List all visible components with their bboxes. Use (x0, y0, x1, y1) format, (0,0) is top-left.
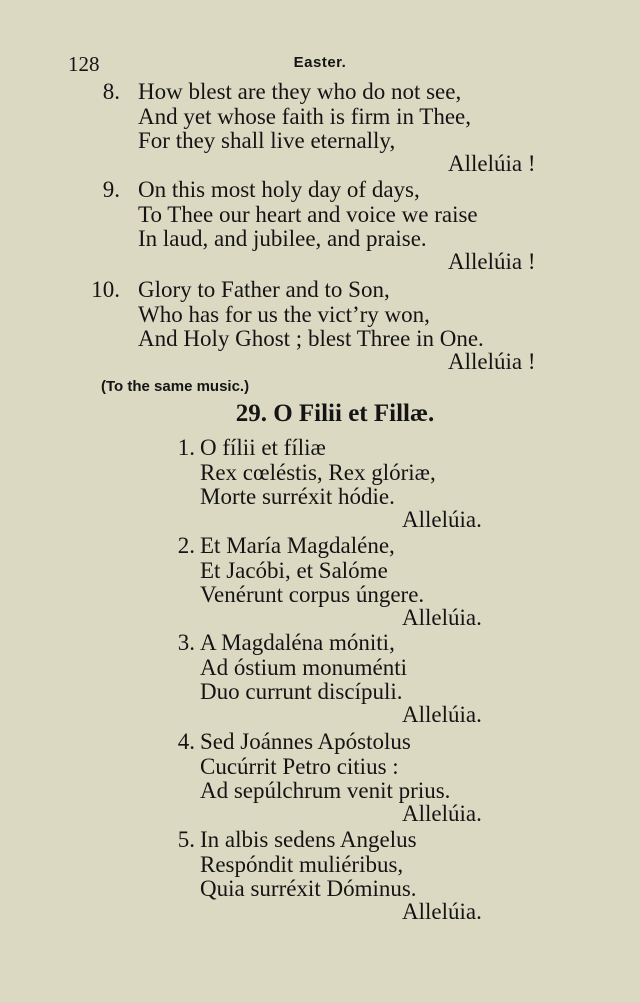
stanza-line: Duo currunt discípuli. (200, 679, 403, 704)
stanza-line: Ad óstium monuménti (200, 654, 407, 680)
refrain: Allelúia. (402, 507, 482, 532)
refrain: Allelúia ! (448, 249, 536, 274)
stanza-line: A Magdaléna móniti, (200, 630, 395, 655)
stanza-line: Respóndit muliéribus, (200, 851, 404, 877)
refrain: Allelúia ! (448, 349, 536, 374)
stanza-line: And yet whose faith is firm in Thee, (138, 103, 472, 129)
refrain: Allelúia. (402, 801, 482, 826)
stanza-line: How blest are they who do not see, (138, 79, 462, 104)
stanza-line: To Thee our heart and voice we raise (138, 201, 478, 227)
stanza-line: Et María Magdaléne, (200, 533, 395, 558)
stanza-line: Glory to Father and to Son, (138, 277, 390, 302)
stanza-number: 10. (91, 277, 120, 302)
music-note: (To the same music.) (101, 378, 250, 395)
stanza-line: Cucúrrit Petro citius : (200, 753, 399, 779)
stanza-line: Morte surréxit hódie. (200, 484, 395, 509)
stanza-line: Rex cœléstis, Rex glóriæ, (200, 459, 436, 485)
stanza-line: For they shall live eternally, (138, 128, 396, 153)
refrain: Allelúia. (402, 605, 482, 630)
stanza-line: Venérunt corpus úngere. (200, 582, 425, 607)
running-header: Easter. (293, 54, 347, 71)
stanza-line: Quia surréxit Dóminus. (200, 876, 417, 901)
refrain: Allelúia. (402, 899, 482, 924)
stanza-line: And Holy Ghost ; blest Three in One. (138, 326, 484, 351)
stanza-number: 5. (177, 827, 195, 852)
stanza-line: Et Jacóbi, et Salóme (200, 557, 388, 583)
stanza-line: Who has for us the vict’ry won, (138, 301, 430, 327)
stanza-number: 1. (177, 435, 195, 460)
stanza-line: Sed Joánnes Apóstolus (200, 729, 411, 754)
stanza-number: 2. (177, 533, 195, 558)
page-number: 128 (68, 52, 100, 76)
stanza-number: 3. (177, 630, 195, 655)
stanza-line: O fílii et fíliæ (200, 435, 326, 460)
stanza-line: Ad sepúlchrum venit prius. (200, 778, 451, 803)
refrain: Allelúia. (402, 702, 482, 727)
refrain: Allelúia ! (448, 151, 536, 176)
hymn-title: 29. O Filii et Fillæ. (235, 400, 435, 427)
stanza-line: On this most holy day of days, (138, 177, 420, 202)
stanza-number: 9. (102, 177, 120, 202)
stanza-number: 8. (102, 79, 120, 104)
stanza-line: In laud, and jubilee, and praise. (138, 226, 427, 251)
stanza-number: 4. (177, 729, 195, 754)
stanza-line: In albis sedens Angelus (200, 827, 417, 852)
